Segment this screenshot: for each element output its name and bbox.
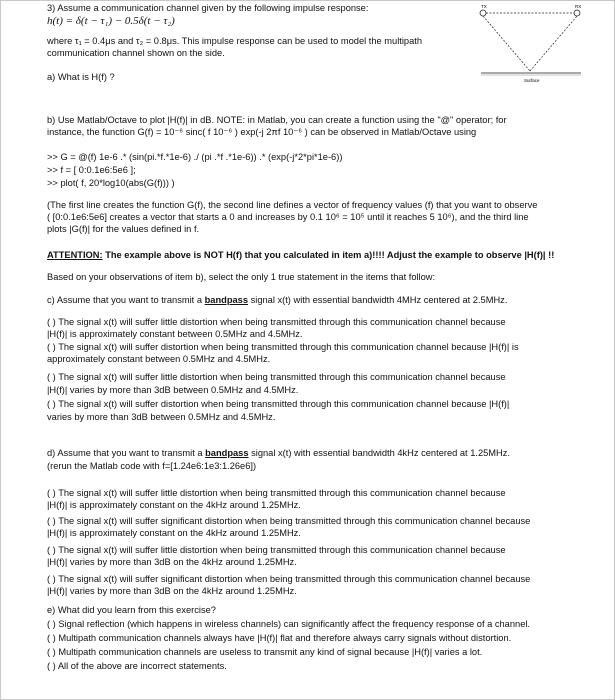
question-a: a) What is H(f) ? (47, 72, 115, 82)
question-c-post: signal x(t) with essential bandwidth 4MHz centered at 2.5MHz. (248, 295, 508, 305)
question-b-line2: instance, the function G(f) = 10⁻⁶ sinc( f 10⁻⁶ ) exp(-j 2πf 10⁻⁶ ) can be observed in Matlab/Octave using (47, 127, 477, 137)
rx-label: RX (575, 4, 582, 9)
question-c-pre: c) Assume that you want to transmit a (47, 295, 205, 305)
surface-label: Surface (524, 78, 540, 83)
option-d3-line1[interactable]: ( ) The signal x(t) will suffer little distortion when being transmitted through this communication channel because (47, 545, 506, 555)
option-e2[interactable]: ( ) Multipath communication channels always have |H(f)| flat and therefore always carry signals without distortion. (47, 633, 512, 643)
option-d2-line1[interactable]: ( ) The signal x(t) will suffer significant distortion when being transmitted through this communication channel because (47, 516, 531, 526)
question-c-bandpass: bandpass (204, 295, 249, 305)
option-e3[interactable]: ( ) Multipath communication channels are useless to transmit any kind of signal because |H(f)| varies a lot. (47, 647, 483, 657)
question-d-pre: d) Assume that you want to transmit a (47, 448, 206, 458)
explanation-line1: (The first line creates the function G(f), the second line defines a vector of frequency values (f) that you want to observe (47, 200, 538, 210)
impulse-response-equation: h(t) = δ(t − τ₁) − 0.5δ(t − τ₂) (47, 15, 175, 27)
option-d4-line2: |H(f)| varies by more than 3dB on the 4kHz around 1.25MHz. (47, 586, 297, 596)
option-c2-line2: approximately constant between 0.5MHz and 4.5MHz. (47, 354, 271, 364)
question-3-title: 3) Assume a communication channel given by the following impulse response: (47, 3, 369, 13)
option-c3-line1[interactable]: ( ) The signal x(t) will suffer little distortion when being transmitted through this communication channel because (47, 372, 506, 382)
explanation-line3: plots |G(f)| for the values defined in f. (47, 224, 200, 234)
question-d-line2: (rerun the Matlab code with f=[1.24e6:1e3:1.26e6]) (47, 461, 257, 471)
where-line: where τ₁ = 0.4μs and τ₂ = 0.8μs. This impulse response can be used to model the multipath (47, 36, 423, 46)
reflected-path-up (530, 16, 577, 71)
multipath-diagram (453, 1, 603, 91)
question-e: e) What did you learn from this exercise? (47, 605, 216, 615)
attention-label: ATTENTION: (47, 250, 103, 260)
option-d4-line1[interactable]: ( ) The signal x(t) will suffer significant distortion when being transmitted through this communication channel because (47, 574, 531, 584)
option-c1-line2: |H(f)| is approximately constant between 0.5MHz and 4.5MHz. (47, 329, 303, 339)
tx-label: TX (481, 4, 487, 9)
option-e1[interactable]: ( ) Signal reflection (which happens in wireless channels) can significantly affect the frequency response of a channel. (47, 619, 531, 629)
option-c4-line1[interactable]: ( ) The signal x(t) will suffer distortion when being transmitted through this communication channel because |H(f)| (47, 399, 510, 409)
where-line-2: communication channel shown on the side. (47, 48, 225, 58)
code-line-3: >> plot( f, 20*log10(abs(G(f))) ) (47, 178, 175, 188)
question-c (47, 295, 507, 306)
option-d1-line2: |H(f)| is approximately constant on the 4kHz around 1.25MHz. (47, 500, 301, 510)
reflected-path-down (483, 16, 530, 71)
code-line-1: >> G = @(f) 1e-6 .* (sin(pi.*f.*1e-6) ./ (pi .*f .*1e-6)) .* (exp(-j*2*pi*1e-6)) (47, 152, 343, 162)
option-c3-line2: |H(f)| varies by more than 3dB between 0.5MHz and 4.5MHz. (47, 385, 299, 395)
attention-line (47, 250, 554, 261)
question-d-bandpass: bandpass (205, 448, 249, 458)
attention-text: The example above is NOT H(f) that you calculated in item a)!!!! Adjust the example to observe |H(f)| !! (102, 250, 555, 260)
explanation-line2: ( [0:0.1e6:5e6] creates a vector that starts a 0 and increases by 0.1 10⁶ = 10⁵ until it reaches 5 10⁶), and the third line (47, 212, 529, 222)
tx-antenna-icon (480, 10, 486, 16)
option-c1-line1[interactable]: ( ) The signal x(t) will suffer little distortion when being transmitted through this communication channel because (47, 317, 506, 327)
option-d2-line2: |H(f)| is approximately constant on the 4kHz around 1.25MHz. (47, 528, 301, 538)
code-line-2: >> f = [ 0:0.1e6:5e6 ]; (47, 165, 136, 175)
question-b-line1: b) Use Matlab/Octave to plot |H(f)| in dB. NOTE: in Matlab, you can create a function using the "@" operator; for (47, 115, 507, 125)
based-line: Based on your observations of item b), select the only 1 true statement in the items that follow: (47, 272, 436, 282)
question-d (47, 448, 510, 459)
question-d-post: signal x(t) with essential bandwidth 4kHz centered at 1.25MHz. (248, 448, 511, 458)
option-e4[interactable]: ( ) All of the above are incorrect statements. (47, 661, 227, 671)
option-c4-line2: varies by more than 3dB between 0.5MHz and 4.5MHz. (47, 412, 276, 422)
option-c2-line1[interactable]: ( ) The signal x(t) will suffer distortion when being transmitted through this communication channel because |H(f)| is (47, 342, 519, 352)
rx-antenna-icon (574, 10, 580, 16)
option-d3-line2: |H(f)| varies by more than 3dB on the 4kHz around 1.25MHz. (47, 557, 297, 567)
option-d1-line1[interactable]: ( ) The signal x(t) will suffer little distortion when being transmitted through this communication channel because (47, 488, 506, 498)
